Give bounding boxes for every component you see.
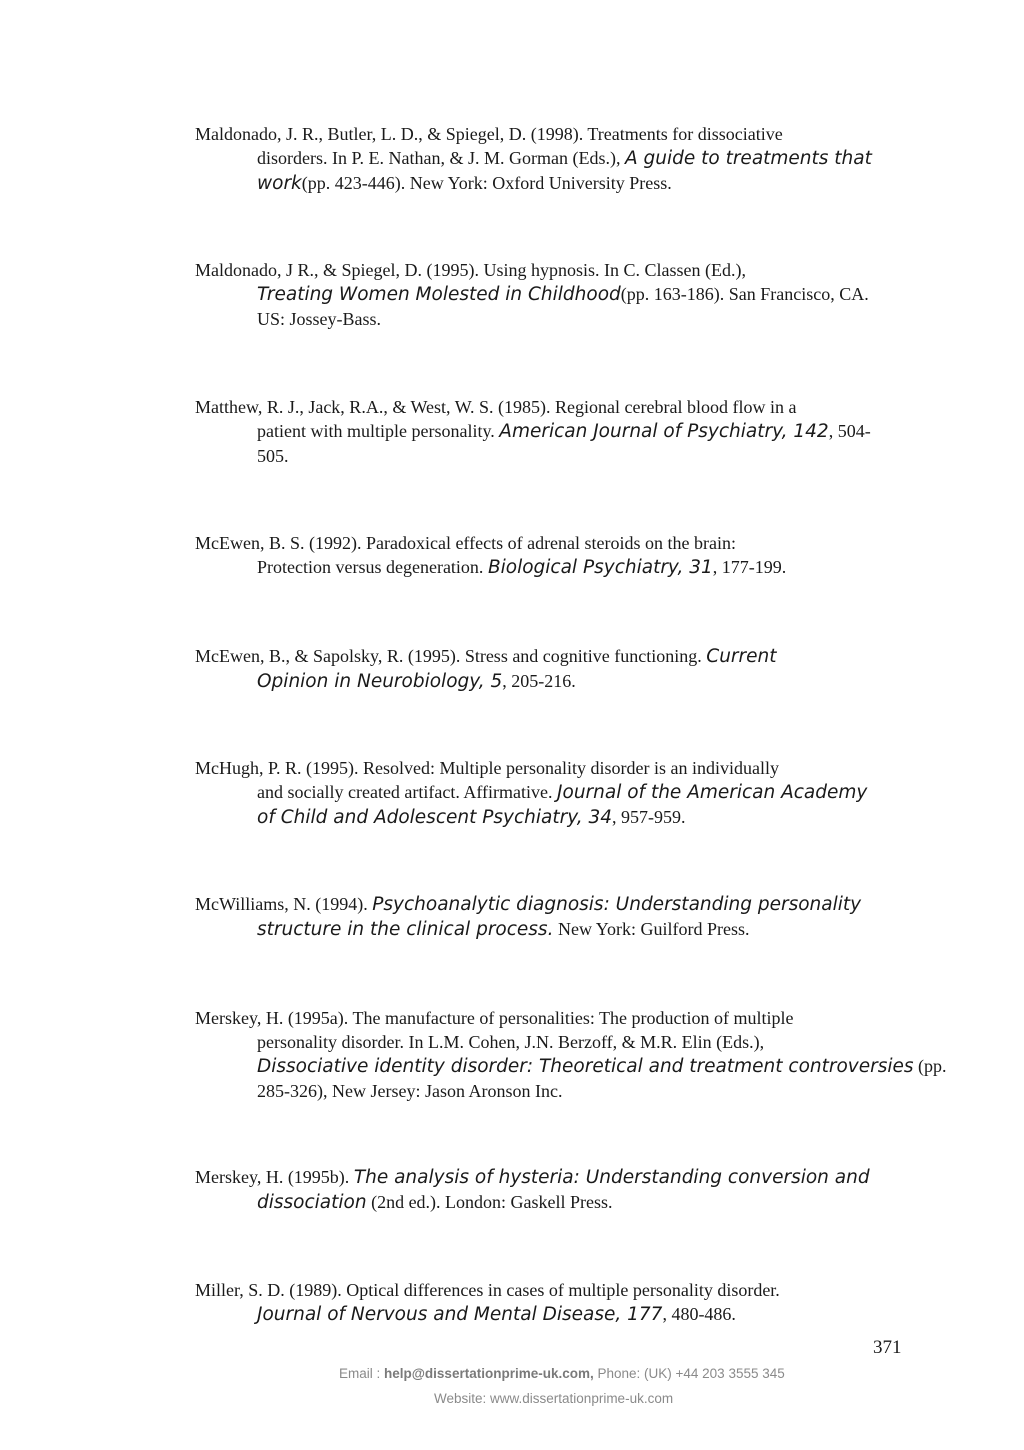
- reference-line: Miller, S. D. (1989). Optical differences in cases of multiple personality disorder.: [195, 1280, 780, 1300]
- reference-line: patient with multiple personality. American Journal of Psychiatry, 142, 504-: [257, 421, 871, 442]
- reference-entry: [195, 395, 965, 468]
- reference-line: 505.: [257, 446, 289, 466]
- reference-line: Maldonado, J. R., Butler, L. D., & Spiegel, D. (1998). Treatments for dissociative: [195, 124, 783, 144]
- reference-line: Protection versus degeneration. Biological Psychiatry, 31, 177-199.: [257, 557, 787, 578]
- reference-line: structure in the clinical process. New York: Guilford Press.: [257, 919, 750, 940]
- reference-line: dissociation (2nd ed.). London: Gaskell Press.: [257, 1192, 613, 1213]
- reference-line: Maldonado, J R., & Spiegel, D. (1995). Using hypnosis. In C. Classen (Ed.),: [195, 260, 746, 280]
- reference-line: Merskey, H. (1995b). The analysis of hysteria: Understanding conversion and: [195, 1167, 870, 1188]
- reference-line: personality disorder. In L.M. Cohen, J.N. Berzoff, & M.R. Elin (Eds.),: [257, 1032, 765, 1052]
- reference-line: Opinion in Neurobiology, 5, 205-216.: [257, 671, 576, 692]
- reference-line: disorders. In P. E. Nathan, & J. M. Gorman (Eds.), A guide to treatments that: [257, 148, 872, 169]
- reference-entry: [195, 1165, 965, 1215]
- reference-line: of Child and Adolescent Psychiatry, 34, 957-959.: [257, 807, 686, 828]
- reference-line: McEwen, B. S. (1992). Paradoxical effects of adrenal steroids on the brain:: [195, 533, 737, 553]
- footer-website[interactable]: Website: www.dissertationprime-uk.com: [434, 1391, 674, 1406]
- reference-entry: [195, 1006, 965, 1103]
- reference-line: McEwen, B., & Sapolsky, R. (1995). Stress and cognitive functioning. Current: [195, 646, 777, 667]
- reference-line: Matthew, R. J., Jack, R.A., & West, W. S. (1985). Regional cerebral blood flow in a: [195, 397, 797, 417]
- reference-line: Treating Women Molested in Childhood(pp. 163-186). San Francisco, CA.: [257, 284, 869, 305]
- reference-line: and socially created artifact. Affirmative. Journal of the American Academy: [257, 782, 868, 803]
- page-number: 371: [873, 1337, 902, 1358]
- reference-line: 285-326), New Jersey: Jason Aronson Inc.: [257, 1081, 563, 1101]
- reference-line: McWilliams, N. (1994). Psychoanalytic diagnosis: Understanding personality: [195, 894, 862, 915]
- reference-entry: [195, 892, 965, 942]
- reference-line: McHugh, P. R. (1995). Resolved: Multiple personality disorder is an individually: [195, 758, 779, 778]
- reference-entry: [195, 756, 965, 830]
- reference-entry: [195, 1278, 965, 1327]
- footer-email[interactable]: help@dissertationprime-uk.com,: [384, 1366, 594, 1381]
- reference-entry: [195, 258, 965, 331]
- reference-entry: [195, 644, 965, 694]
- reference-line: work(pp. 423-446). New York: Oxford University Press.: [257, 173, 672, 194]
- reference-line: Journal of Nervous and Mental Disease, 177, 480-486.: [257, 1304, 736, 1325]
- reference-line: Merskey, H. (1995a). The manufacture of personalities: The production of multiple: [195, 1008, 794, 1028]
- footer-contact: Email : help@dissertationprime-uk.com, Phone: (UK) +44 203 3555 345: [339, 1366, 785, 1381]
- reference-entry: [195, 531, 965, 580]
- reference-line: Dissociative identity disorder: Theoretical and treatment controversies (pp.: [257, 1056, 947, 1077]
- footer-phone: Phone: (UK) +44 203 3555 345: [593, 1366, 785, 1381]
- reference-entry: [195, 122, 965, 196]
- reference-line: US: Jossey-Bass.: [257, 309, 382, 329]
